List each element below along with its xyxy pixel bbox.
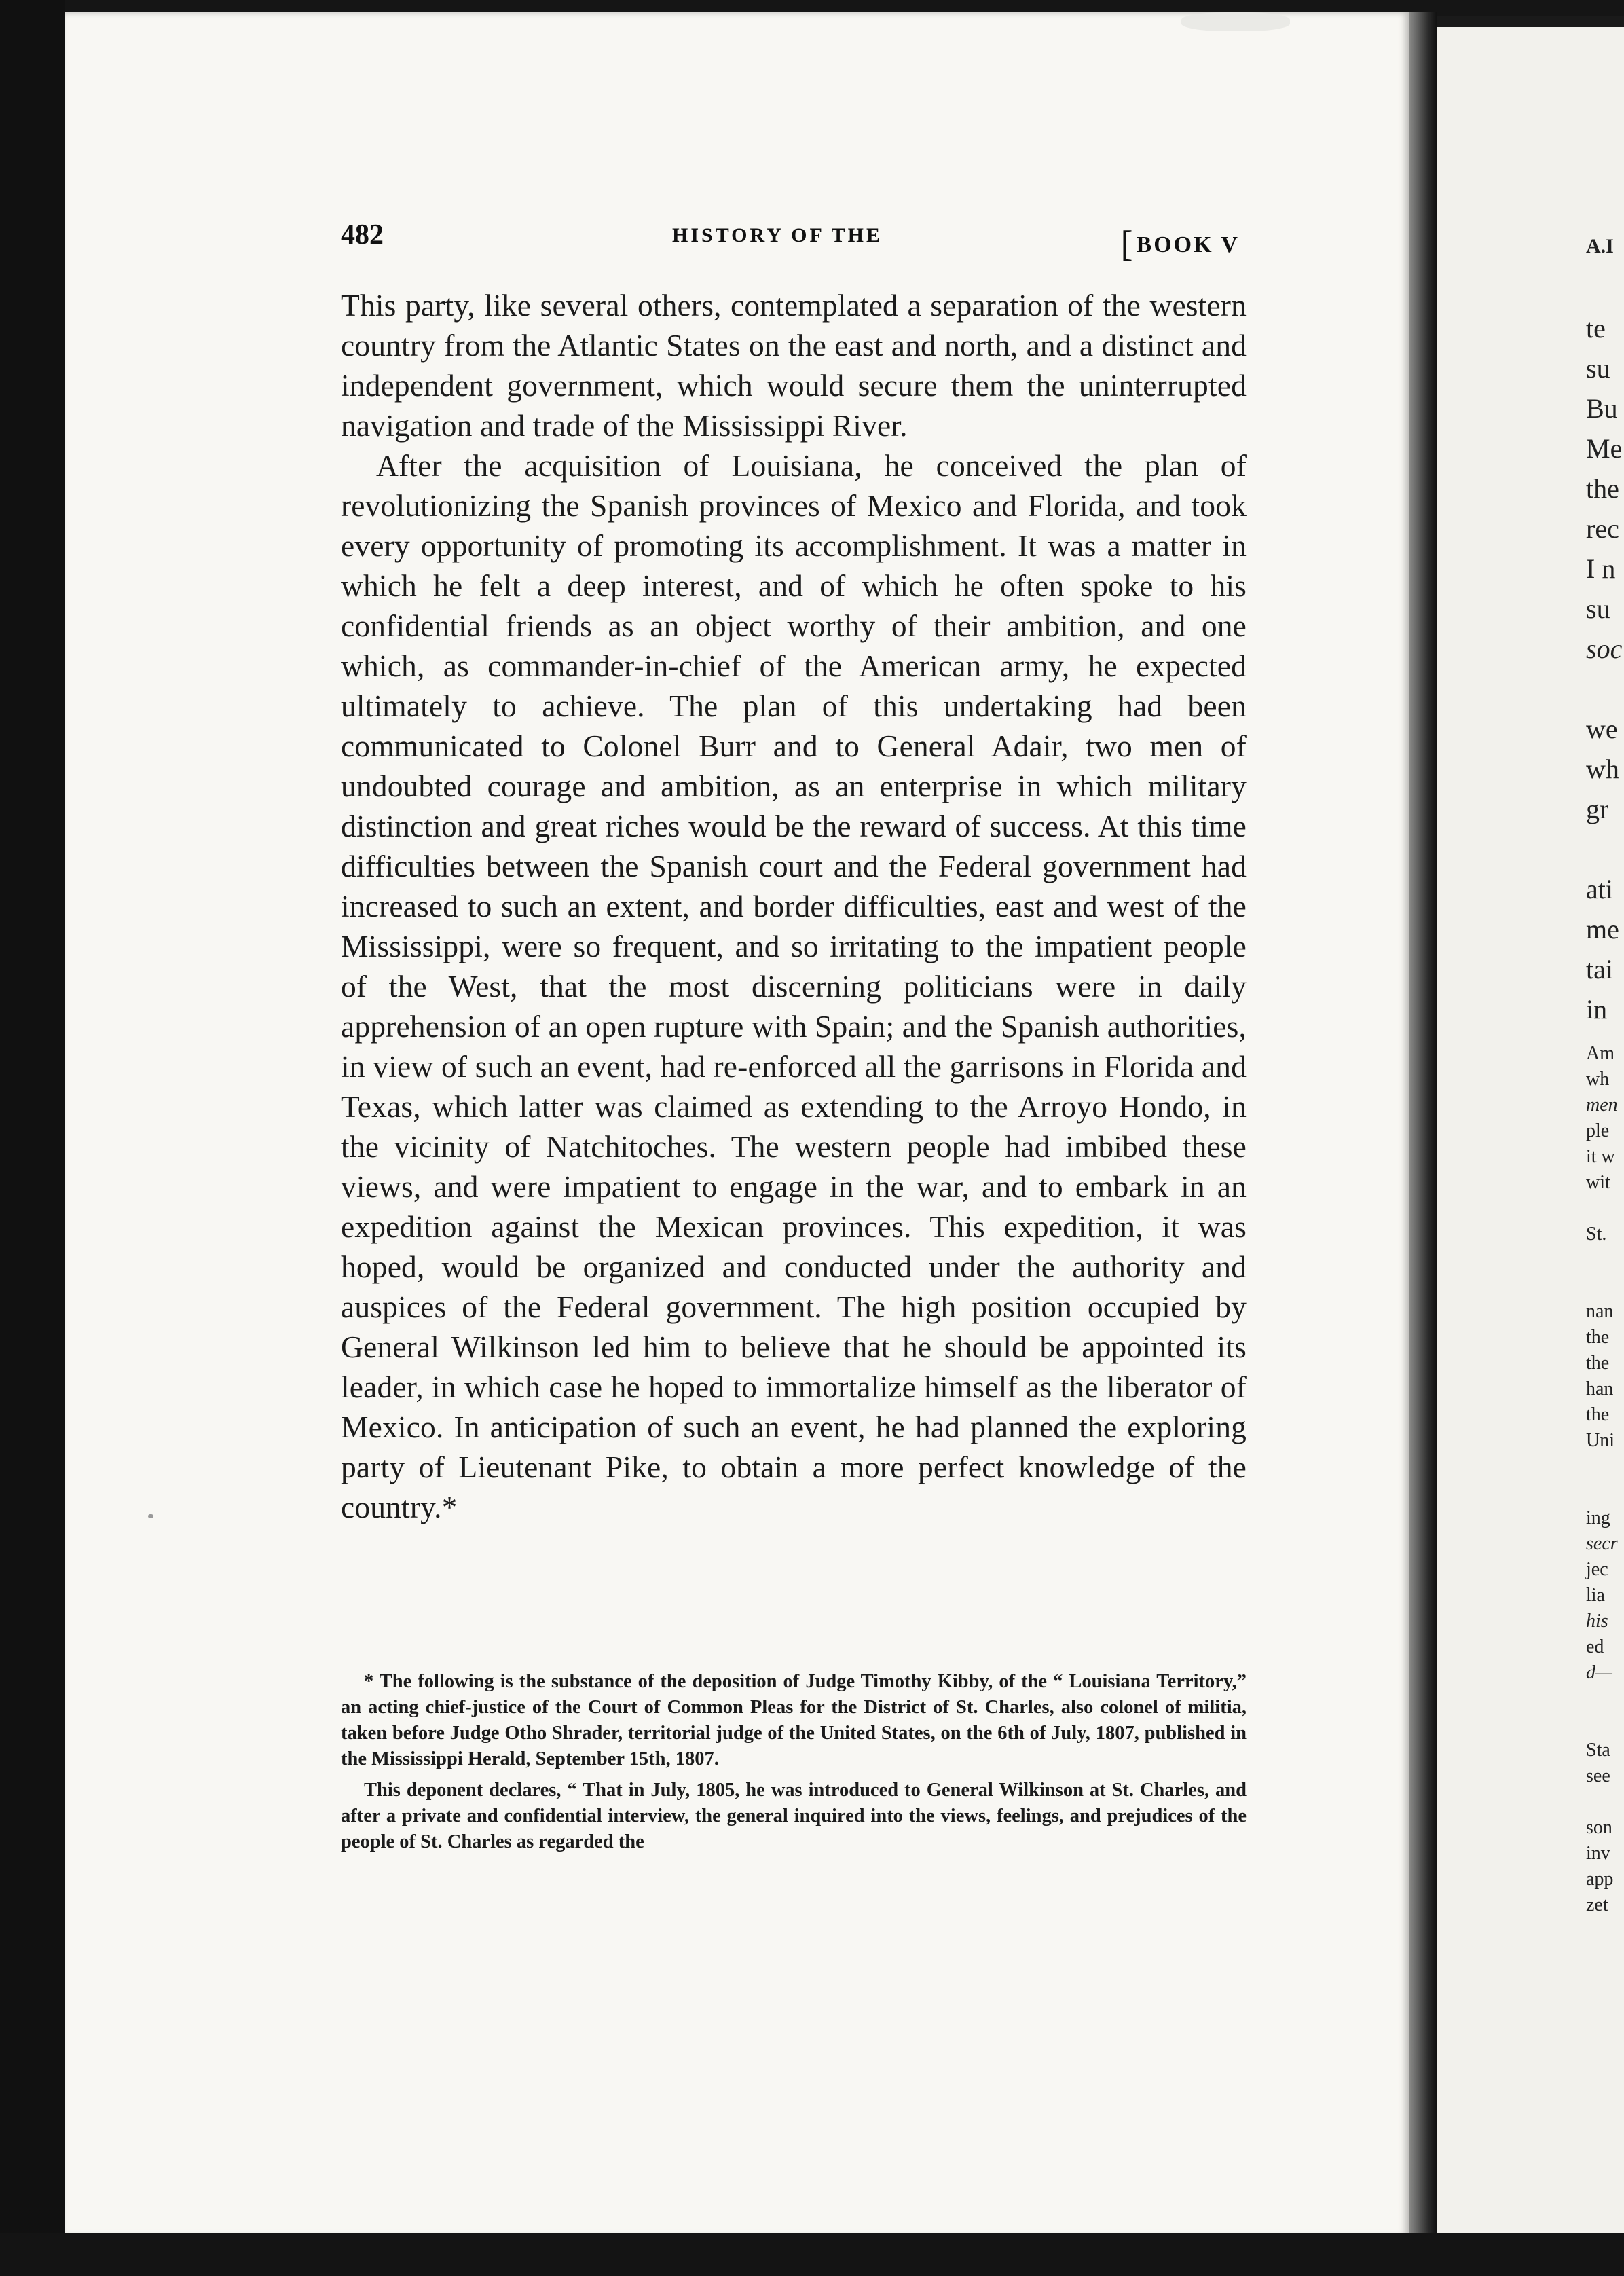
book-section: BOOK V (1136, 232, 1240, 257)
next-page-fragment: the (1586, 1404, 1610, 1425)
next-page-fragment: the (1586, 473, 1619, 504)
next-page-fragment: wit (1586, 1172, 1610, 1193)
next-page-fragment: lia (1586, 1585, 1605, 1606)
next-page-fragment: we (1586, 714, 1618, 744)
next-page-fragment: Bu (1586, 393, 1618, 424)
next-page-fragment: men (1586, 1095, 1618, 1116)
bracket: [ (1120, 223, 1135, 264)
footnote-2: This deponent declares, “ That in July, 1805, he was introduced to General Wilkinson at St. Charles, and after a private and confidential interview, the general inquired into the views, feelings, and prejudices of the people of St. Charles as regarded the (341, 1780, 1247, 1852)
next-page-fragment: wh (1586, 1069, 1610, 1090)
running-header (341, 219, 1247, 264)
next-page-fragment: it w (1586, 1146, 1615, 1167)
next-page-fragment: su (1586, 593, 1610, 624)
next-page-fragment: ed (1586, 1636, 1604, 1657)
next-page-fragment: wh (1586, 754, 1619, 784)
next-page-fragment: son (1586, 1817, 1612, 1838)
next-page-fragment: ple (1586, 1120, 1610, 1141)
paragraph-2 (341, 445, 1247, 1527)
next-page-fragment: su (1586, 353, 1610, 384)
next-page-fragment: Me (1586, 433, 1623, 464)
adjacent-page-edge (1437, 27, 1624, 2233)
next-page-fragment: tai (1586, 954, 1613, 985)
book-label (1120, 219, 1240, 264)
next-page-fragment: ing (1586, 1507, 1610, 1528)
next-page-fragment: nan (1586, 1301, 1614, 1322)
next-page-fragment: ati (1586, 874, 1613, 904)
next-page-fragment: app (1586, 1869, 1614, 1890)
next-page-fragment: inv (1586, 1843, 1610, 1864)
next-page-fragment: the (1586, 1353, 1610, 1374)
next-page-fragment: his (1586, 1611, 1608, 1632)
page-number: 482 (341, 219, 384, 251)
paragraph-2-text: After the acquisition of Louisiana, he conceived the plan of revolutionizing the Spanish provinces of Mexico and Florida, and took every opportunity of promoting its accomplishment. It was a matter in which he felt a deep interest, and of which he often spoke to his confidential friends as an object worthy of their ambition, and one which, as commander-in-chief of the American army, he expected ultimately to achieve. The plan of this undertaking had been communicated to Colonel Burr and to General Adair, two men of undoubted courage and ambition, as an enterprise in which military distinction and great riches would be the reward of success. At this time difficulties between the Spanish court and the Federal government had increased to such an extent, and border difficulties, east and west of the Mississippi, were so frequent, and so irritating to the impatient people of the West, that the most discerning politicians were in daily apprehension of an open rupture with Spain; and the Spanish authorities, in view of such an event, had re-enforced all the garrisons in Florida and Texas, which latter was claimed as extending to the Arroyo Hondo, in the vicinity of Natchitoches. The western people had imbibed these views, and were impatient to engage in the war, and to embark in an expedition against the Mexican provinces. This expedition, it was hoped, would be organized and conducted under the authority and auspices of the Federal government. The high position occupied by General Wilkinson led him to believe that he should be appointed its leader, in which case he hoped to immortalize himself as the liberator of Mexico. In anticipation of such an event, he had planned the exploring party of Lieutenant Pike, to obtain a more perfect knowledge of the country. (341, 448, 1247, 1524)
next-page-fragment: Sta (1586, 1740, 1610, 1761)
next-page-fragment: I n (1586, 553, 1616, 584)
footnotes (341, 1669, 1247, 1860)
next-page-fragment: te (1586, 313, 1606, 344)
next-page-fragment: A.I (1586, 235, 1614, 257)
next-page-fragment: secr (1586, 1533, 1618, 1554)
paragraph-1: This party, like several others, contemplated a separation of the western country from the Atlantic States on the east and north, and a distinct and independent government, which would secure them the uninterrupted navigation and trade of the Mississippi River. (341, 288, 1247, 443)
scan-left-border (0, 0, 65, 2276)
paper-damage (1181, 12, 1290, 31)
next-page-fragment: han (1586, 1378, 1614, 1399)
book-gutter (1409, 12, 1437, 2237)
next-page-fragment: Uni (1586, 1430, 1614, 1451)
next-page-fragment: me (1586, 914, 1619, 944)
paper-speck (148, 1514, 153, 1518)
next-page-fragment: soc (1586, 634, 1623, 664)
next-page-fragment: zet (1586, 1894, 1608, 1915)
footnote-marker: * (441, 1490, 458, 1524)
next-page-fragment: Am (1586, 1043, 1614, 1064)
next-page-fragment: the (1586, 1327, 1610, 1348)
next-page-fragment: gr (1586, 794, 1609, 824)
next-page-fragment: St. (1586, 1224, 1607, 1245)
next-page-fragment: in (1586, 994, 1608, 1025)
footnote-1: * The following is the substance of the deposition of Judge Timothy Kibby, of the “ Louisiana Territory,” an acting chief-justice of the Court of Common Pleas for the District of St. Charles, also colonel of militia, taken before Judge Otho Shrader, territorial judge of the United States, on the 6th of July, 1807, published in the Mississippi Herald, September 15th, 1807. (341, 1671, 1247, 1769)
next-page-fragment: rec (1586, 513, 1619, 544)
next-page-fragment: jec (1586, 1559, 1608, 1580)
next-page-fragment: d— (1586, 1662, 1612, 1683)
running-title: HISTORY OF THE (672, 224, 883, 246)
next-page-fragment: see (1586, 1765, 1610, 1786)
scan-bottom-border (0, 2233, 1624, 2276)
main-text (341, 285, 1247, 1527)
